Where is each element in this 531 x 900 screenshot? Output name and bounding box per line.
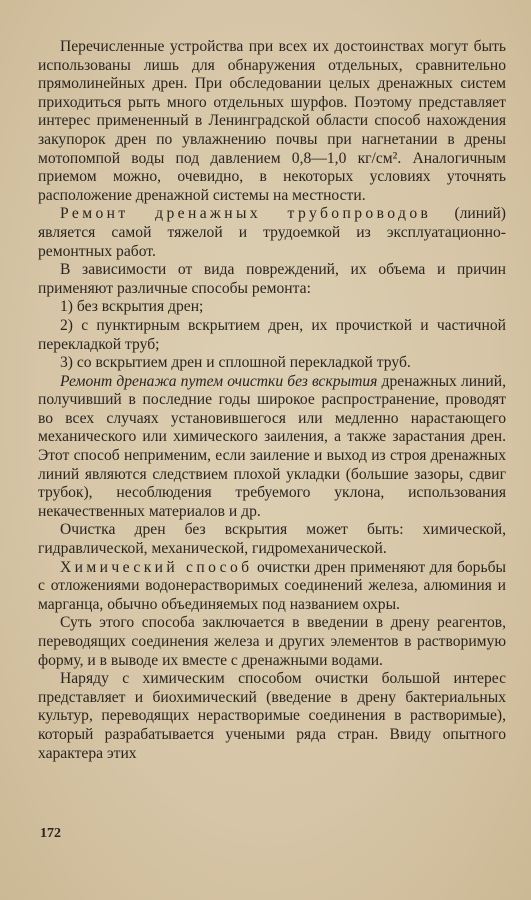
list-item: 3) со вскрытием дрен и сплошной перекладкой труб.: [60, 354, 411, 372]
body-text: [38, 38, 506, 763]
section-heading-chemical: Химический способ: [60, 558, 253, 576]
paragraph-7: Суть этого способа заключается в введении в дрену реагентов, переводящих соединения железа и других элементов в растворимую форму, и в выводе их вместе с дренажными водами.: [38, 614, 506, 669]
paragraph-4-text: дренажных линий, получивший в последние годы широкое распространение, проводят во всех случаях установившегося или медленно нарастающего механического или химического заиления, а также зарастания дрен. Этот способ неприменим, если заиление и выход из строя дренажных линий являются следствием плохой укладки (большие зазоры, сдвиг трубок), несоблюдения требуемого уклона, использования некачественных материалов и др.: [38, 372, 507, 520]
paragraph-6-text: очистки дрен применяют для борьбы с отложениями водонерастворимых соединений железа, алюминия и марганца, обычно объединяемых под названием охры.: [38, 558, 506, 613]
paragraph-8: Наряду с химическим способом очистки большой интерес представляет и биохимический (введение в дрену бактериальных культур, переводящих нерастворимые соединения в растворимые), который разрабатывается учеными ряда стран. Ввиду опытного характера этих: [38, 670, 506, 762]
paragraph-2: [38, 205, 506, 261]
paragraph-5: Очистка дрен без вскрытия может быть: химической, гидравлической, механической, гидромеханической.: [38, 521, 506, 558]
paragraph-2-text: (линий) является самой тяжелой и трудоемкой из эксплуатационно-ремонтных работ.: [38, 205, 506, 260]
section-heading-repair: Ремонт дренажных трубопроводов: [60, 205, 432, 223]
list-item: 1) без вскрытия дрен;: [60, 298, 204, 316]
paragraph-1: Перечисленные устройства при всех их достоинствах могут быть использованы лишь для обнаружения отдельных, сравнительно прямолинейных дрен. При обследовании целых дренажных систем приходиться рыть много отдельных шурфов. Поэтому представляет интерес примененный в Ленинградской области способ нахождения закупорок дрен по увлажнению почвы при нагнетании в дрены мотопомпой воды под давлением 0,8—1,0 кг/см². Аналогичным приемом можно, очевидно, в некоторых условиях уточнять расположение дренажной системы на местности.: [38, 38, 506, 204]
italic-heading-cleaning: Ремонт дренажа путем очистки без вскрытия: [60, 372, 378, 390]
paragraph-6: [38, 559, 506, 615]
paragraph-4: [38, 373, 506, 522]
paragraph-3: В зависимости от вида повреждений, их объема и причин применяют различные способы ремонта:: [38, 261, 506, 297]
page-number: 172: [40, 826, 61, 841]
repair-methods-list: [38, 298, 506, 372]
list-item: 2) с пунктирным вскрытием дрен, их прочисткой и частичной перекладкой труб;: [38, 316, 506, 353]
